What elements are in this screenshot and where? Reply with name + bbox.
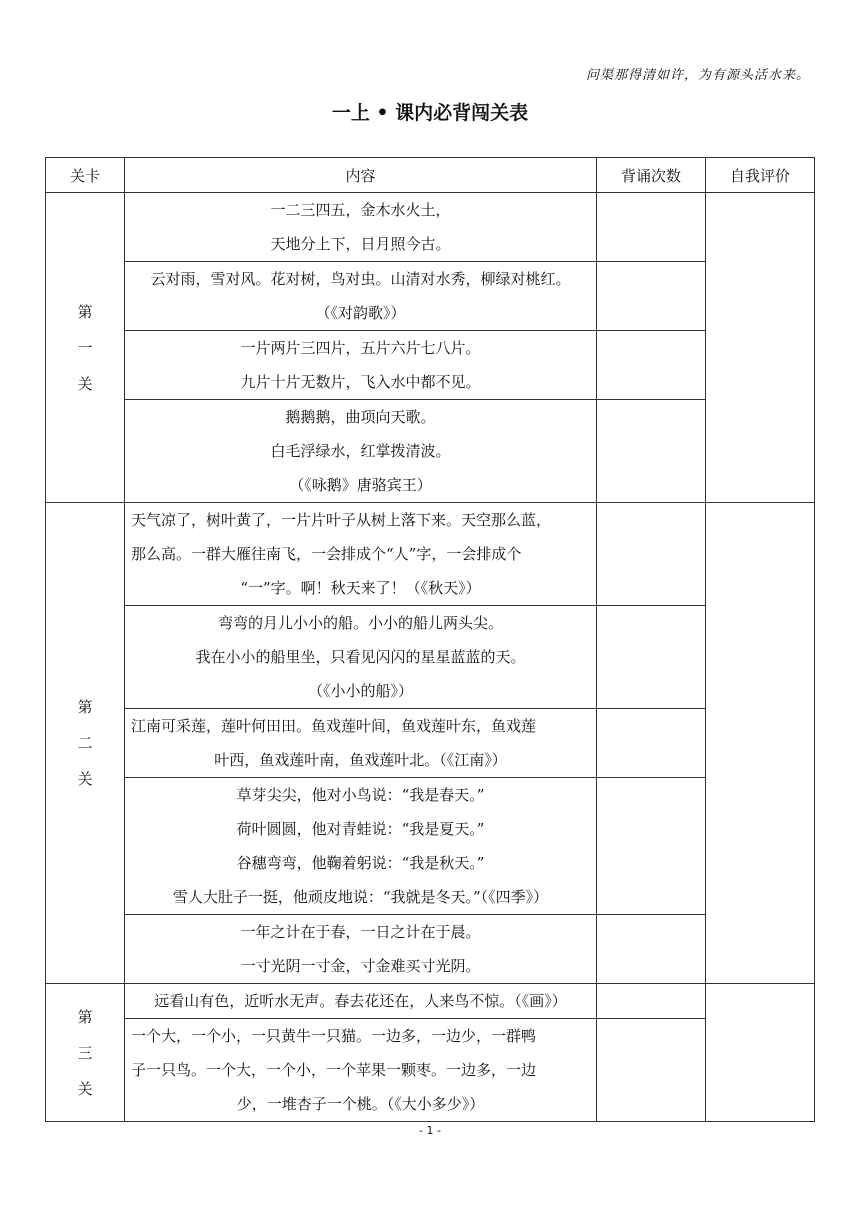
table-row: [46, 778, 815, 915]
stage-label: [46, 999, 124, 1107]
header-count: 背诵次数: [597, 158, 706, 193]
header-content: 内容: [125, 158, 597, 193]
content-line: 天气凉了，树叶黄了，一片片叶子从树上落下来。天空那么蓝，: [131, 511, 552, 529]
stage-cell-2: [46, 503, 125, 984]
content-line: 荷叶圆圆，他对青蛙说：“我是夏天。”: [236, 820, 485, 838]
stage-char: 一: [77, 338, 93, 357]
header-stage: 关卡: [46, 158, 125, 193]
motto: 问渠那得清如许，为有源头活水来。: [585, 68, 810, 83]
count-cell[interactable]: [597, 1019, 706, 1122]
table-row: [46, 331, 815, 400]
content-line: 一年之计在于春，一日之计在于晨。: [240, 923, 481, 941]
content-line: 子一只鸟。一个大，一个小，一个苹果一颗枣。一边多，一边: [131, 1061, 537, 1079]
content-cell: [125, 984, 597, 1019]
content-cell: [125, 915, 597, 984]
content-line: （《对韵歌》）: [315, 304, 406, 322]
content-line: 弯弯的月儿小小的船。小小的船儿两头尖。: [217, 614, 503, 632]
content-cell: [125, 778, 597, 915]
stage-char: 第: [77, 1007, 93, 1026]
count-cell[interactable]: [597, 503, 706, 606]
content-cell: [125, 262, 597, 331]
eval-cell[interactable]: [706, 984, 815, 1122]
table-row: [46, 606, 815, 709]
content-line: 云对雨，雪对风。花对树，鸟对虫。山清对水秀，柳绿对桃红。: [150, 270, 571, 288]
content-line: 谷穗弯弯，他鞠着躬说：“我是秋天。”: [236, 854, 485, 872]
page-number: - 1 -: [419, 1124, 441, 1137]
table-row: [46, 984, 815, 1019]
eval-cell[interactable]: [706, 503, 815, 984]
content-line: 一寸光阴一寸金，寸金难买寸光阴。: [240, 957, 481, 975]
stage-char: 二: [77, 734, 93, 752]
content-cell: [125, 193, 597, 262]
stage-char: 关: [77, 770, 93, 788]
table-row: [46, 503, 815, 606]
table-row: [46, 262, 815, 331]
table-row: [46, 193, 815, 262]
content-cell: [125, 331, 597, 400]
content-cell: [125, 400, 597, 503]
header-row: [46, 158, 815, 193]
count-cell[interactable]: [597, 262, 706, 331]
stage-label: [46, 294, 124, 402]
stage-label: [46, 689, 124, 797]
eval-cell[interactable]: [706, 193, 815, 503]
stage-char: 第: [77, 698, 93, 716]
count-cell[interactable]: [597, 331, 706, 400]
count-cell[interactable]: [597, 400, 706, 503]
content-line: 白毛浮绿水，红掌拨清波。: [270, 442, 451, 460]
header-eval: 自我评价: [706, 158, 815, 193]
content-cell: [125, 503, 597, 606]
stage-char: 三: [77, 1043, 93, 1062]
content-line: （《咏鹅》唐骆宾王）: [289, 476, 432, 494]
recitation-table: [45, 157, 815, 1122]
stage-char: 关: [77, 374, 93, 393]
content-line: 远看山有色，近听水无声。春去花还在，人来鸟不惊。（《画》）: [154, 992, 567, 1010]
content-line: 九片十片无数片，飞入水中都不见。: [240, 373, 481, 391]
content-line: 少，一堆杏子一个桃。（《大小多少》）: [236, 1095, 485, 1113]
table-row: [46, 1019, 815, 1122]
content-line: 江南可采莲，莲叶何田田。鱼戏莲叶间，鱼戏莲叶东，鱼戏莲: [131, 717, 537, 735]
content-line: 一二三四五，金木水火土，: [270, 201, 451, 219]
content-line: 草芽尖尖，他对小鸟说：“我是春天。”: [236, 786, 485, 804]
stage-cell-3: [46, 984, 125, 1122]
table-row: [46, 915, 815, 984]
content-cell: [125, 606, 597, 709]
count-cell[interactable]: [597, 709, 706, 778]
stage-char: 第: [77, 302, 93, 321]
content-line: 我在小小的船里坐，只看见闪闪的星星蓝蓝的天。: [195, 648, 526, 666]
table-row: [46, 709, 815, 778]
content-line: 雪人大肚子一挺，他顽皮地说：“我就是冬天。”（《四季》）: [172, 888, 549, 906]
stage-char: 关: [77, 1079, 93, 1098]
table-row: [46, 400, 815, 503]
count-cell[interactable]: [597, 915, 706, 984]
content-line: 那么高。一群大雁往南飞，一会排成个“人”字，一会排成个: [131, 545, 522, 563]
count-cell[interactable]: [597, 984, 706, 1019]
content-line: 叶西，鱼戏莲叶南，鱼戏莲叶北。（《江南》）: [214, 751, 507, 769]
content-line: 一个大，一个小，一只黄牛一只猫。一边多，一边少，一群鸭: [131, 1027, 537, 1045]
content-line: （《小小的船》）: [307, 682, 413, 700]
page-title: 一上 • 课内必背闯关表: [331, 102, 529, 124]
content-cell: [125, 1019, 597, 1122]
count-cell[interactable]: [597, 193, 706, 262]
count-cell[interactable]: [597, 778, 706, 915]
content-cell: [125, 709, 597, 778]
content-line: 一片两片三四片，五片六片七八片。: [240, 339, 481, 357]
content-line: 天地分上下，日月照今古。: [270, 235, 451, 253]
content-line: 鹅鹅鹅，曲项向天歌。: [285, 408, 436, 426]
stage-cell-1: [46, 193, 125, 503]
content-line: “一”字。啊！秋天来了！（《秋天》）: [240, 579, 481, 597]
count-cell[interactable]: [597, 606, 706, 709]
